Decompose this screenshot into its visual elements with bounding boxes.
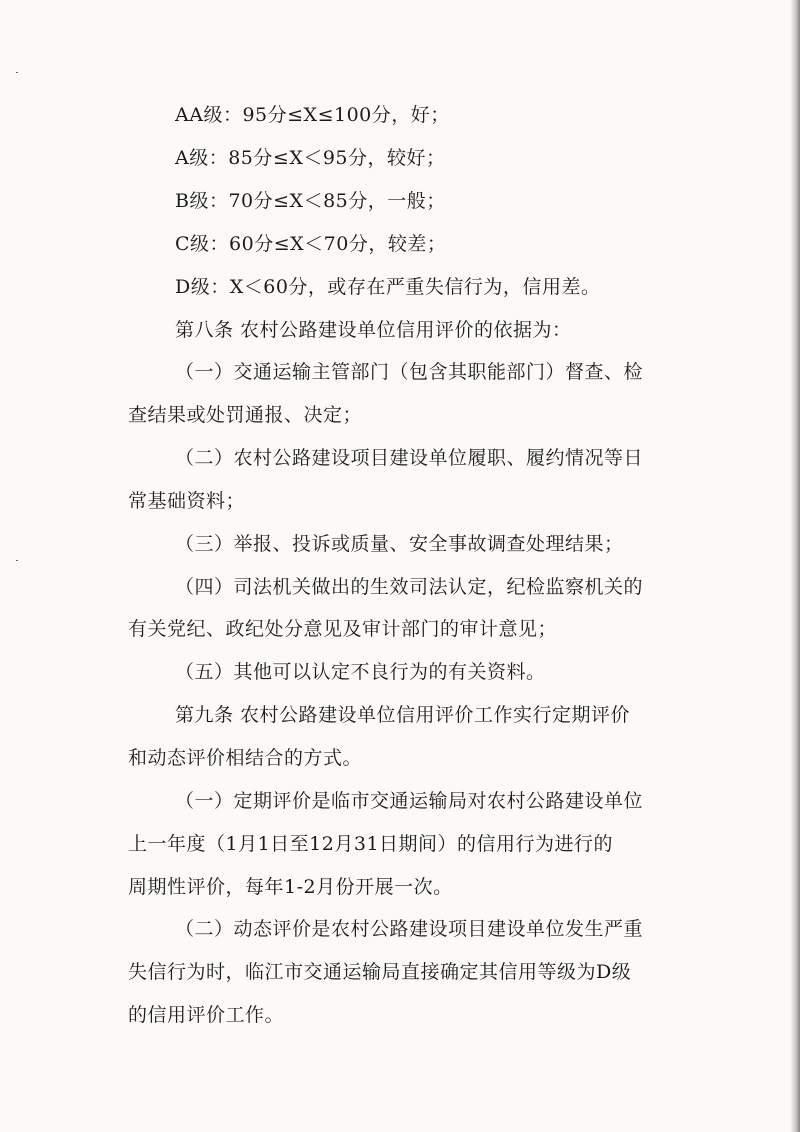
article-9-item-1-line-1: （一）定期评价是临市交通运输局对农村公路建设单位 (175, 790, 644, 812)
grade-aa-line: AA级：95分≤X≤100分，好； (175, 104, 450, 126)
article-9-item-2-line-1: （二）动态评价是农村公路建设项目建设单位发生严重 (175, 918, 644, 940)
article-8-item-2-line-2: 常基础资料； (128, 490, 246, 512)
article-8-item-5: （五）其他可以认定不良行为的有关资料。 (175, 661, 546, 683)
page-edge-shadow (790, 0, 800, 1132)
article-8-item-2-line-1: （二）农村公路建设项目建设单位履职、履约情况等日 (175, 447, 644, 469)
grade-a-line: A级：85分≤X＜95分，较好； (175, 147, 446, 169)
article-9-item-2-line-2: 失信行为时，临江市交通运输局直接确定其信用等级为D级 (128, 961, 632, 983)
grade-d-line: D级：X＜60分，或存在严重失信行为，信用差。 (175, 276, 601, 298)
article-8-item-1-line-1: （一）交通运输主管部门（包含其职能部门）督查、检 (175, 361, 644, 383)
grade-c-line: C级：60分≤X＜70分，较差； (175, 233, 447, 255)
article-9-item-1-line-2: 上一年度（1月1日至12月31日期间）的信用行为进行的 (128, 833, 614, 855)
article-9-item-2-line-3: 的信用评价工作。 (128, 1004, 285, 1026)
grade-b-line: B级：70分≤X＜85分，一般； (175, 190, 446, 212)
article-8-heading: 第八条 农村公路建设单位信用评价的依据为： (175, 319, 572, 341)
article-8-item-4-line-2: 有关党纪、政纪处分意见及审计部门的审计意见； (128, 618, 558, 640)
article-8-item-1-line-2: 查结果或处罚通报、决定； (128, 404, 363, 426)
article-8-item-4-line-1: （四）司法机关做出的生效司法认定，纪检监察机关的 (175, 576, 644, 598)
article-9-heading-line-2: 和动态评价相结合的方式。 (128, 747, 363, 769)
scan-mark (16, 72, 18, 73)
scan-mark (16, 560, 18, 561)
article-9-item-1-line-3: 周期性评价，每年1-2月份开展一次。 (128, 876, 453, 898)
article-8-item-3: （三）举报、投诉或质量、安全事故调查处理结果； (175, 533, 624, 555)
article-9-heading-line-1: 第九条 农村公路建设单位信用评价工作实行定期评价 (175, 704, 631, 726)
